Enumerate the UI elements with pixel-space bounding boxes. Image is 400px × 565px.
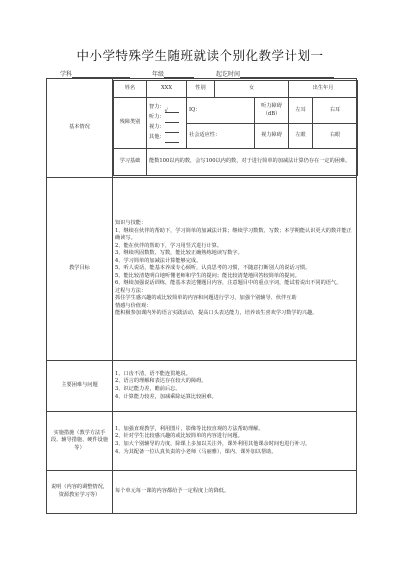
goal-item: 5、听人说话，能基本养成专心倾听，认真思考的习惯，不随意打断别人的说话习惯。 [115,265,311,272]
basic-info-row [47,79,357,178]
gender-label: 性别 [187,81,215,98]
hearing-label: 听力障碍（dB） [255,98,289,124]
basic-info-label: 基本情况 [47,79,113,178]
grade-field [152,69,194,78]
right-eye: 右眼 [313,124,358,149]
study-base-text: 能数100以内的数，会写100以内的数，对于进行简单的加减法计算仍存在一定的困难。 [147,149,358,176]
problem-item: 1、口齿不清，语不能连贯地说。 [115,370,191,377]
goal-item: 3、继续巩固数数、写数，能比较正确熟练地读写数字。 [115,250,243,257]
goal-item: 1、继续在伙伴的帮助下，学习简单的加减法计算；继续学习数数、写数；本学期能认识更大的数并能正确读写。 [115,227,352,242]
disability-label: 残障类别 [114,98,147,149]
measure-item: 1、加强直观教学，利用图片，影像等比较直观的方法帮助理解。 [115,425,264,432]
disability-hearing: 听力： [149,113,184,123]
subject-label: 学科 [60,71,73,78]
notes-label: 说明（内容的调整情况，资源教室学习等） [47,471,113,514]
measure-item: 4、为其配备一位认真负责的小老师（马丽雅），课内、课外加以帮助。 [115,448,277,455]
process-text: 抓住学生感兴趣的或比较简单的内容和问题进行学习，加强个别辅导、伙伴互助 [115,295,297,302]
iq-field: IQ： [187,98,255,124]
problems-content [113,361,357,412]
knowledge-heading: 知识与技能： [115,220,147,227]
measure-item: 2、针对学生比较感兴趣的或比较简单的内容进行问题。 [115,433,243,440]
goal-item: 4、学习简单的加减法计算能够完成。 [115,257,202,264]
notes-row [47,471,357,514]
period-label: 起讫时间 [216,71,241,78]
disability-vision: 视力： [149,123,184,133]
basic-info-table [113,80,358,176]
left-eye: 左眼 [289,124,313,149]
measure-item: 3、加大个别辅导的力度，除课上多加以关注外，课外利用其他课余时间也进行补习。 [115,441,311,447]
name-value: XXX [147,81,187,98]
vision-label: 视力障碍 [255,124,289,149]
disability-other: 其他： [149,133,184,143]
problems-label: 主要困难与问题 [47,361,113,412]
left-ear: 左耳 [289,98,313,124]
problems-row [47,361,357,412]
grade-label: 年级 [152,71,165,78]
subject-underline [72,71,130,78]
attitude-text: 能积极参加课内外的语言实践活动，提高口头表达能力，培养该生喜欢学习数学的兴趣。 [115,310,318,317]
page-title: 中小学特殊学生随班就读个别化教学计划一 [76,48,324,63]
study-base-label: 学习基础 [114,149,147,176]
process-heading: 过程与方法： [115,287,147,294]
period-underline [240,71,334,78]
goal-item: 6、继续加强说话训练，能基本表达懂题目内容，注意题目中的重点字词，能试着说出不同的语气。 [115,280,342,287]
grade-underline [164,71,194,78]
goals-row [47,178,357,361]
problem-item: 2、语言的理解和表达存在较大的障碍。 [115,378,207,385]
social-field: 社会适应性： [187,124,255,149]
goal-item: 5、能比较清楚明白地听懂老师和学生的提问；能比较清楚地回答较简单的提问。 [115,272,300,279]
name-label: 姓名 [114,81,147,98]
subject-field [60,69,130,78]
goals-content [113,178,357,361]
problem-item: 3、识记能力差，瞻前后忘。 [115,386,181,392]
gender-value: 女 [215,81,289,98]
measures-label: 实施措施（教学方法手段、辅导措施、硬件设施等） [47,412,113,471]
period-field [216,69,334,78]
disability-types [147,98,187,149]
notes-text: 每个单元每一课的内容都给予一定程度上的降低。 [113,471,357,514]
measures-content [113,412,357,471]
goals-label: 教学目标 [47,178,113,361]
measures-row [47,412,357,471]
goal-item: 2、能在伙伴的帮助下，学习用竖式进行计算。 [115,242,223,249]
basic-info-cell [113,79,357,178]
plan-table [46,78,357,514]
disability-intellectual: 智力：√ [149,103,184,113]
birth-label: 出生年月 [289,81,358,98]
right-ear: 右耳 [313,98,358,124]
problem-item: 4、计算能力较差，加减乘除运算比较困难。 [115,393,217,400]
attitude-heading: 情感与价值观： [115,302,152,309]
